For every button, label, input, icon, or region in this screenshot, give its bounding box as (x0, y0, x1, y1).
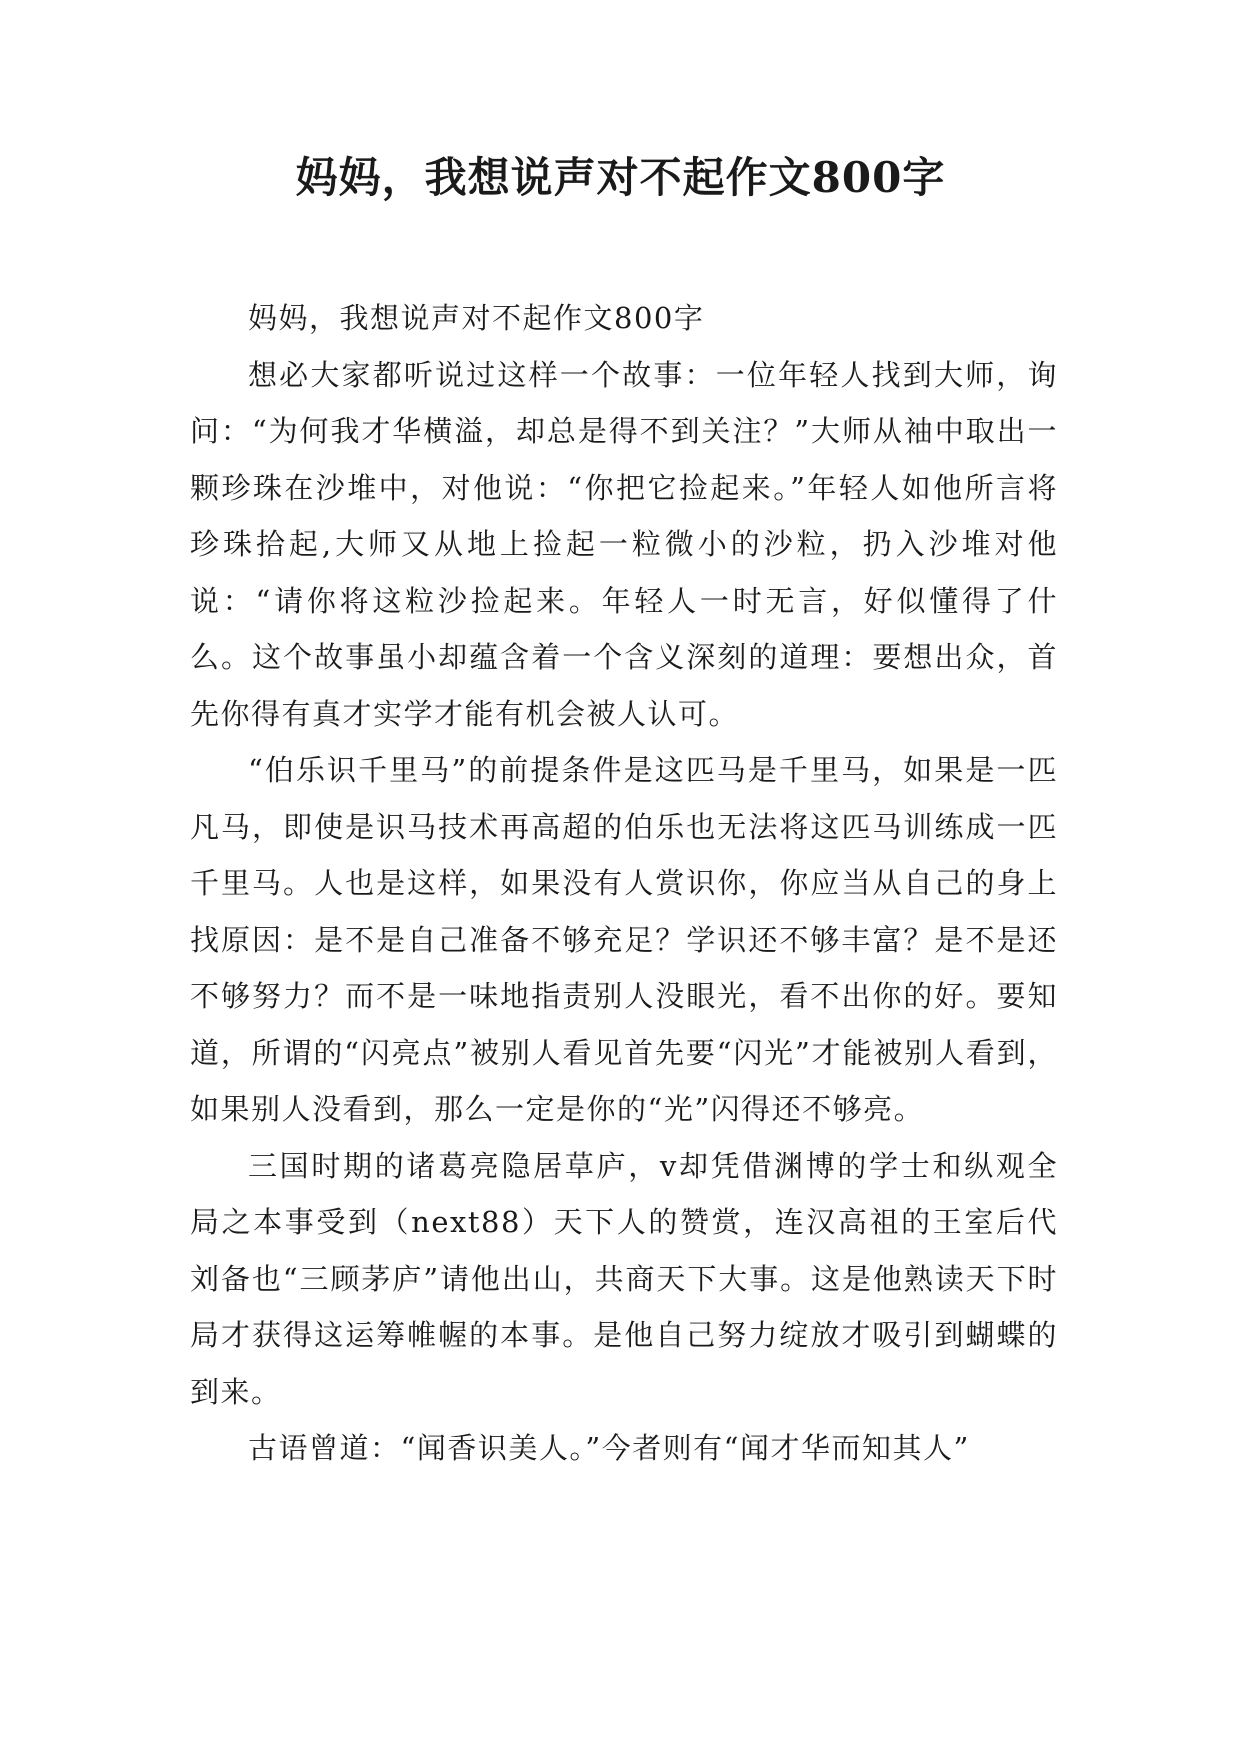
body-paragraph: 古语曾道：“闻香识美人。”今者则有“闻才华而知其人” (248, 1431, 970, 1465)
body-paragraph: 妈妈，我想说声对不起作文800字 (248, 301, 705, 335)
body-paragraph: 想必大家都听说过这样一个故事：一位年轻人找到大师，询问：“为何我才华横溢，却总是得不到关注？”大师从袖中取出一颗珍珠在沙堆中，对他说：“你把它捡起来。”年轻人如他所言将珍珠拾起,大师又从地上捡起一粒微小的沙粒，扔入沙堆对他说：“请你将这粒沙捡起来。年轻人一时无言，好似懂得了什么。这个故事虽小却蕴含着一个含义深刻的道理：要想出众，首先你得有真才实学才能有机会被人认可。 (190, 357, 1058, 731)
body-paragraph: “伯乐识千里马”的前提条件是这匹马是千里马，如果是一匹凡马，即使是识马技术再高超的伯乐也无法将这匹马训练成一匹千里马。人也是这样，如果没有人赏识你，你应当从自己的身上找原因：是不是自己准备不够充足？学识还不够丰富？是不是还不够努力？而不是一味地指责别人没眼光，看不出你的好。要知道，所谓的“闪亮点”被别人看见首先要“闪光”才能被别人看到，如果别人没看到，那么一定是你的“光”闪得还不够亮。 (190, 753, 1058, 1126)
document-body (190, 290, 1058, 1477)
document-title: 妈妈，我想说声对不起作文800字 (295, 153, 946, 202)
body-paragraph: 三国时期的诸葛亮隐居草庐，v却凭借渊博的学士和纵观全局之本事受到（next88）天下人的赞赏，连汉高祖的王室后代刘备也“三顾茅庐”请他出山，共商天下大事。这是他熟读天下时局才获得这运筹帷幄的本事。是他自己努力绽放才吸引到蝴蝶的到来。 (190, 1148, 1058, 1409)
